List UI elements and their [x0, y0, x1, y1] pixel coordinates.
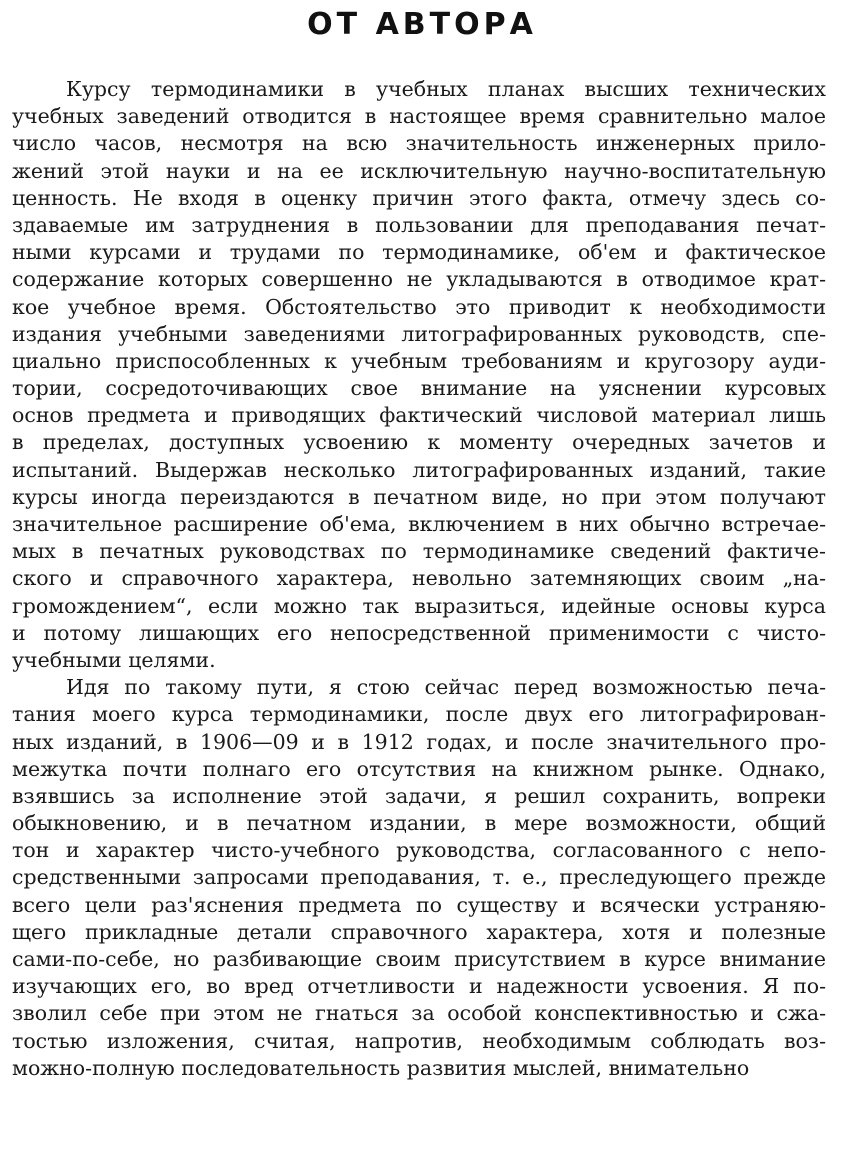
- text-line: испытаний. Выдержав несколько литографированных изданий, такие: [12, 457, 826, 482]
- text-line: изучающих его, во вред отчетливости и надежности усвоения. Я по-: [12, 974, 826, 999]
- text-line: Идя по такому пути, я стою сейчас перед возможностью печа-: [66, 675, 826, 700]
- text-line: курсы иногда переиздаются в печатном виде, но при этом получают: [12, 484, 826, 509]
- paragraph: [12, 76, 826, 674]
- text-line: учебными целями.: [12, 647, 216, 672]
- text-line: ных изданий, в 1906—09 и в 1912 годах, и после значительного про-: [12, 729, 826, 754]
- text-line: основ предмета и приводящих фактический числовой материал лишь: [12, 403, 826, 428]
- text-line: и потому лишающих его непосредственной применимости с чисто-: [12, 620, 826, 645]
- text-line: сами-по-себе, но разбивающие своим присутствием в курсе внимание: [12, 947, 826, 971]
- page-title: ОТ АВТОРА: [307, 7, 537, 42]
- text-line: ценность. Не входя в оценку причин этого факта, отмечу здесь со-: [12, 185, 826, 210]
- text-line: тории, сосредоточивающих свое внимание на уяснении курсовых: [12, 376, 826, 401]
- text-line: щего прикладные детали справочного характера, хотя и полезные: [12, 919, 826, 944]
- text-line: тания моего курса термодинамики, после двух его литографирован-: [12, 702, 826, 727]
- text-line: средственными запросами преподавания, т. е., преследующего прежде: [12, 865, 826, 890]
- text-line: здаваемые им затруднения в пользовании для преподавания печат-: [12, 212, 826, 237]
- text-line: Курсу термодинамики в учебных планах высших технических: [66, 77, 826, 101]
- text-line: значительное расширение об'ема, включением в них обычно встречае-: [12, 512, 826, 536]
- text-line: кое учебное время. Обстоятельство это приводит к необходимости: [12, 294, 826, 319]
- text-line: в пределах, доступных усвоению к моменту очередных зачетов и: [12, 430, 826, 455]
- text-line: зволил себе при этом не гнаться за особой конспективностью и сжа-: [12, 1001, 826, 1026]
- text-line: издания учебными заведениями литографированных руководств, спе-: [12, 321, 826, 346]
- text-line: межутка почти полнаго его отсутствия на книжном рынке. Однако,: [12, 756, 826, 781]
- text-line: ными курсами и трудами по термодинамике, об'ем и фактическое: [12, 240, 826, 265]
- text-line: число часов, несмотря на всю значительность инженерных прило-: [12, 131, 826, 156]
- text-line: громождением“, если можно так выразиться, идейные основы курса: [12, 593, 826, 618]
- text-line: учебных заведений отводится в настоящее время сравнительно малое: [12, 104, 826, 129]
- paragraph: [12, 674, 826, 1082]
- body-text: [12, 76, 826, 1082]
- text-line: можно-полную последовательность развития мыслей, внимательно: [12, 1055, 750, 1080]
- paragraphs: [12, 76, 826, 1082]
- text-line: всего цели раз'яснения предмета по существу и всячески устраняю-: [12, 892, 826, 917]
- text-line: обыкновению, и в печатном издании, в мере возможности, общий: [12, 811, 826, 836]
- text-line: взявшись за исполнение этой задачи, я решил сохранить, вопреки: [12, 783, 826, 808]
- text-line: тостью изложения, считая, напротив, необходимым соблюдать воз-: [12, 1028, 826, 1053]
- text-line: тон и характер чисто-учебного руководства, согласованного с непо-: [12, 838, 826, 863]
- text-line: циально приспособленных к учебным требованиям и кругозору ауди-: [12, 348, 826, 373]
- text-line: ского и справочного характера, невольно затемняющих своим „на-: [12, 566, 826, 591]
- text-line: жений этой науки и на ее исключительную научно-воспитательную: [12, 158, 826, 183]
- text-line: содержание которых совершенно не укладываются в отводимое крат-: [12, 267, 826, 292]
- text-line: мых в печатных руководствах по термодинамике сведений фактиче-: [12, 539, 826, 564]
